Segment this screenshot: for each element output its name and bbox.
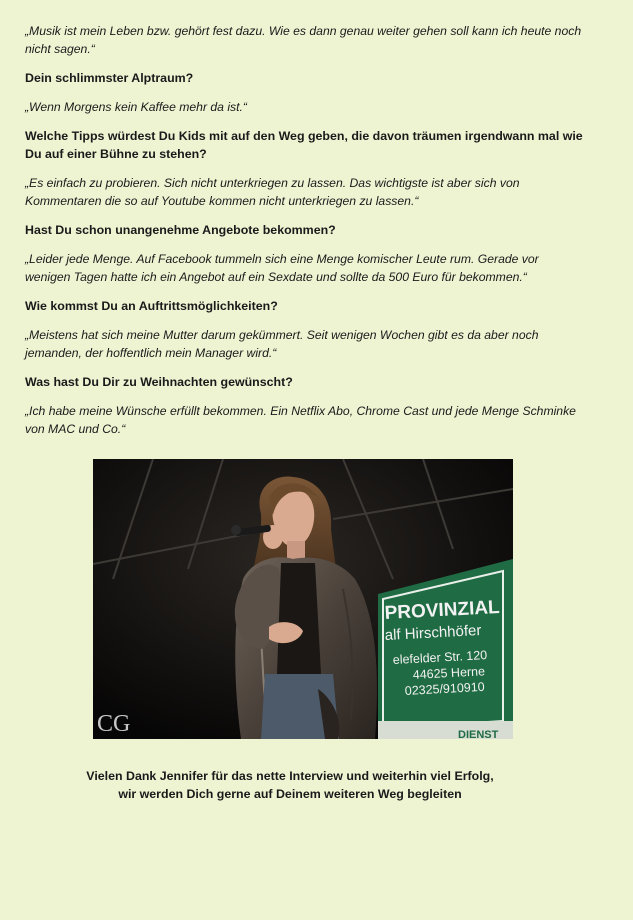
closing-message bbox=[60, 767, 520, 803]
question-text: Dein schlimmster Alptraum? bbox=[25, 71, 194, 85]
banner-phone: 02325/910910 bbox=[404, 679, 486, 698]
answer-text: „Es einfach zu probieren. Sich nicht unterkriegen zu lassen. Das wichtigste ist aber sich von Kommentaren die so auf Youtube kommen nicht unterkriegen zu lassen.“ bbox=[25, 176, 520, 208]
answer-text: „Meistens hat sich meine Mutter darum gekümmert. Seit wenigen Wochen gibt es da aber noch jemanden, der hoffentlich mein Manager wird.“ bbox=[25, 328, 539, 360]
answer-text: „Wenn Morgens kein Kaffee mehr da ist.“ bbox=[25, 100, 247, 114]
concert-photo bbox=[93, 459, 513, 739]
question-text: Hast Du schon unangenehme Angebote bekommen? bbox=[25, 223, 336, 237]
question-text: Wie kommst Du an Auftrittsmöglichkeiten? bbox=[25, 299, 278, 313]
banner-street: elefelder Str. 120 bbox=[392, 648, 488, 667]
interview-text bbox=[25, 22, 585, 449]
banner-city: 44625 Herne bbox=[412, 664, 486, 682]
closing-line-2: wir werden Dich gerne auf Deinem weiteren Weg begleiten bbox=[118, 787, 462, 801]
banner-bottom-text: DIENST bbox=[458, 729, 499, 739]
banner-brand: PROVINZIAL bbox=[384, 597, 501, 624]
closing-line-1: Vielen Dank Jennifer für das nette Interview und weiterhin viel Erfolg, bbox=[86, 769, 494, 783]
banner-name: alf Hirschhöfer bbox=[384, 621, 482, 644]
photographer-watermark: CG bbox=[97, 711, 131, 737]
answer-text: „Ich habe meine Wünsche erfüllt bekommen. Ein Netflix Abo, Chrome Cast und jede Menge Schminke von MAC und Co.“ bbox=[25, 404, 576, 436]
answer-text: „Musik ist mein Leben bzw. gehört fest dazu. Wie es dann genau weiter gehen soll kann ich heute noch nicht sagen.“ bbox=[25, 24, 582, 56]
question-text: Welche Tipps würdest Du Kids mit auf den Weg geben, die davon träumen irgendwann mal wie Du auf einer Bühne zu stehen? bbox=[25, 129, 583, 161]
question-text: Was hast Du Dir zu Weihnachten gewünscht? bbox=[25, 375, 293, 389]
answer-text: „Leider jede Menge. Auf Facebook tummeln sich eine Menge komischer Leute rum. Gerade vor wenigen Tagen hatte ich ein Angebot auf ein Sexdate und sollte da 500 Euro für bekommen.“ bbox=[25, 252, 539, 284]
